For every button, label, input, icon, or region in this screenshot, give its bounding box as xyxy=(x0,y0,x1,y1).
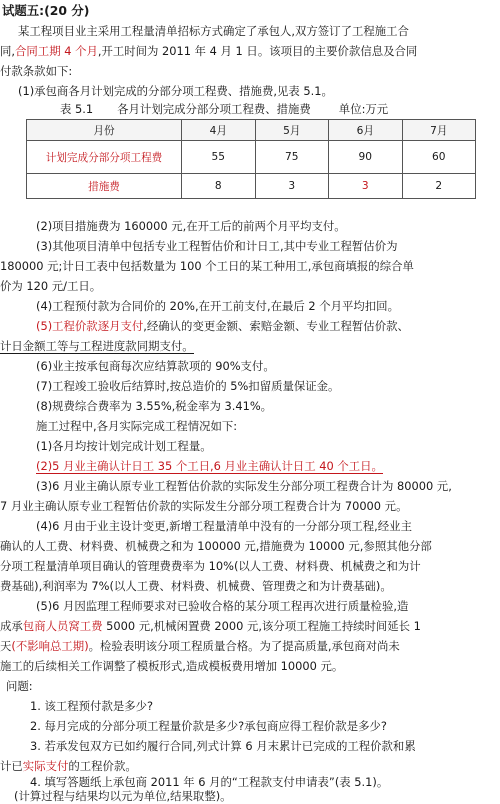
progress-5-line-4: 施工的后续相关工作调整了模板形式,造成模板费用增加 10000 元。 xyxy=(0,659,344,673)
item1-intro: (1)承包商各月计划完成的分部分项工程费、措施费,见表 5.1。 xyxy=(18,84,333,98)
progress-3-line-2: 7 月业主确认原专业工程暂估价款的实际发生分部分项工程费合计为 70000 元。 xyxy=(0,499,408,513)
clause-4: (4)工程预付款为合同价的 20%,在开工前支付,在最后 2 个月平均扣回。 xyxy=(36,299,399,313)
table-cell: 3 xyxy=(329,174,403,199)
table-cell: 60 xyxy=(402,141,476,174)
clause-2: (2)项目措施费为 160000 元,在开工后的前两个月平均支付。 xyxy=(36,219,346,233)
question-score: (20 分) xyxy=(44,3,90,18)
idle-labor-highlight: 包商人员窝工费 xyxy=(22,619,103,633)
table-cell: 90 xyxy=(329,141,403,174)
clause-6: (6)业主按承包商每次应结算款项的 90%支付。 xyxy=(36,359,275,373)
intro-text: 某工程项目业主采用工程量清单招标方式确定了承包人 xyxy=(18,24,292,38)
question-4: 4. 填写答题纸上承包商 2011 年 6 月的“工程款支付申请表”(表 5.1)。 xyxy=(30,775,389,789)
question-label: 试题五: xyxy=(2,3,45,18)
clause-text: 计已 xyxy=(0,759,23,773)
table-cell: 55 xyxy=(182,141,256,174)
intro-line-1 xyxy=(0,21,500,41)
progress-4-line-2: 确认的人工费、材料费、机械费之和为 100000 元,措施费为 10000 元,参照其他分部 xyxy=(0,539,432,553)
clause-8: (8)规费综合费率为 3.55%,税金率为 3.41%。 xyxy=(36,399,273,413)
clause-text: 5000 元,机械闲置费 2000 元,该分项工程施工持续时间延长 1 xyxy=(102,619,421,633)
table-row-label: 计划完成分部分项工程费 xyxy=(27,141,182,174)
table-caption-title: 各月计划完成分部分项工程费、措施费 xyxy=(117,102,311,116)
clause-5-line-2 xyxy=(0,336,500,356)
clause-3-line-3: 价为 120 元/工日。 xyxy=(0,279,102,293)
progress-5-line-3 xyxy=(0,636,500,656)
contract-duration-highlight: 合同工期 4 个月 xyxy=(15,44,98,58)
clause-3-line-1: (3)其他项目清单中包括专业工程暂估价和计日工,其中专业工程暂估价为 xyxy=(36,239,398,253)
table-caption xyxy=(0,99,500,119)
table-row-label: 措施费 xyxy=(27,174,182,199)
clause-7: (7)工程竣工验收后结算时,按总造价的 5%扣留质量保证金。 xyxy=(36,379,340,393)
clause-5-line-1 xyxy=(0,316,500,336)
table-header-cell: 4月 xyxy=(182,120,256,141)
table-header-cell: 5月 xyxy=(255,120,329,141)
question-1: 1. 该工程预付款是多少? xyxy=(30,699,154,713)
table-cell: 3 xyxy=(255,174,329,199)
table-row xyxy=(27,174,476,199)
clause-text: 天 xyxy=(0,639,12,653)
table-header-cell: 7月 xyxy=(402,120,476,141)
intro-text: 同, xyxy=(0,44,16,58)
clause-text: 成承 xyxy=(0,619,23,633)
plan-cost-table xyxy=(26,119,476,199)
clause-5-highlight: (5)工程价款逐月支付 xyxy=(36,319,144,333)
clause-text: ,经确认的变更金额、索赔金额、专业工程暂估价款、 xyxy=(143,319,409,333)
clause-text: 的工程价款。 xyxy=(68,759,137,773)
progress-4-line-3: 分项工程量清单项目确认的管理费费率为 10%(以人工费、材料费、机械费之和为计 xyxy=(0,559,421,573)
clause-3-line-2: 180000 元;计日工表中包括数量为 100 个工日的某工种用工,承包商填报的综合单 xyxy=(0,259,414,273)
intro-line-2 xyxy=(0,41,500,61)
clause-text: 。检验表明该分项工程质量合格。为了提高质量,承包商对尚未 xyxy=(88,639,400,653)
progress-1: (1)各月均按计划完成计划工程量。 xyxy=(36,439,212,453)
progress-5-line-2 xyxy=(0,616,500,636)
no-impact-highlight: (不影响总工期) xyxy=(11,639,89,653)
questions-heading: 问题: xyxy=(6,679,33,693)
table-cell: 8 xyxy=(182,174,256,199)
progress-3-line-1: (3)6 月业主确认原专业工程暂估价款的实际发生分部分项工程费合计为 80000 元, xyxy=(36,479,452,493)
intro-text: ,双方签订了工程施工合 xyxy=(291,24,409,38)
table-cell: 75 xyxy=(255,141,329,174)
progress-2-highlight: (2)5 月业主确认计日工 35 个工日,6 月业主确认计日工 40 个工日。 xyxy=(36,459,383,473)
progress-4-line-4: 费基础),利润率为 7%(以人工费、材料费、机械费、管理费之和为计费基础)。 xyxy=(0,579,392,593)
table-header-cell: 6月 xyxy=(329,120,403,141)
table-header-row xyxy=(27,120,476,141)
progress-intro: 施工过程中,各月实际完成工程情况如下: xyxy=(36,419,238,433)
progress-4-line-1: (4)6 月由于业主设计变更,新增工程量清单中没有的一分部分项工程,经业主 xyxy=(36,519,412,533)
intro-line-3: 付款条款如下: xyxy=(0,64,73,78)
question-title xyxy=(0,1,500,21)
table-row xyxy=(27,141,476,174)
actual-paid-highlight: 实际支付 xyxy=(22,759,69,773)
calculation-note: (计算过程与结果均以元为单位,结果取整)。 xyxy=(14,789,232,803)
table-caption-unit: 单位:万元 xyxy=(338,102,389,116)
clause-5-underlined: 计日金额工等与工程进度款同期支付。 xyxy=(0,339,194,353)
table-cell: 2 xyxy=(402,174,476,199)
progress-5-line-1: (5)6 月因监理工程师要求对已验收合格的某分项工程再次进行质量检验,造 xyxy=(36,599,409,613)
table-caption-number: 表 5.1 xyxy=(60,102,94,116)
progress-2 xyxy=(0,456,500,476)
intro-text: ,开工时间为 2011 年 4 月 1 日。该项目的主要价款信息及合同 xyxy=(97,44,418,58)
table-header-cell: 月份 xyxy=(27,120,182,141)
question-3-line-1: 3. 若承发包双方已如约履行合同,列式计算 6 月末累计已完成的工程价款和累 xyxy=(30,739,416,753)
question-2: 2. 每月完成的分部分项工程量价款是多少?承包商应得工程价款是多少? xyxy=(30,719,387,733)
